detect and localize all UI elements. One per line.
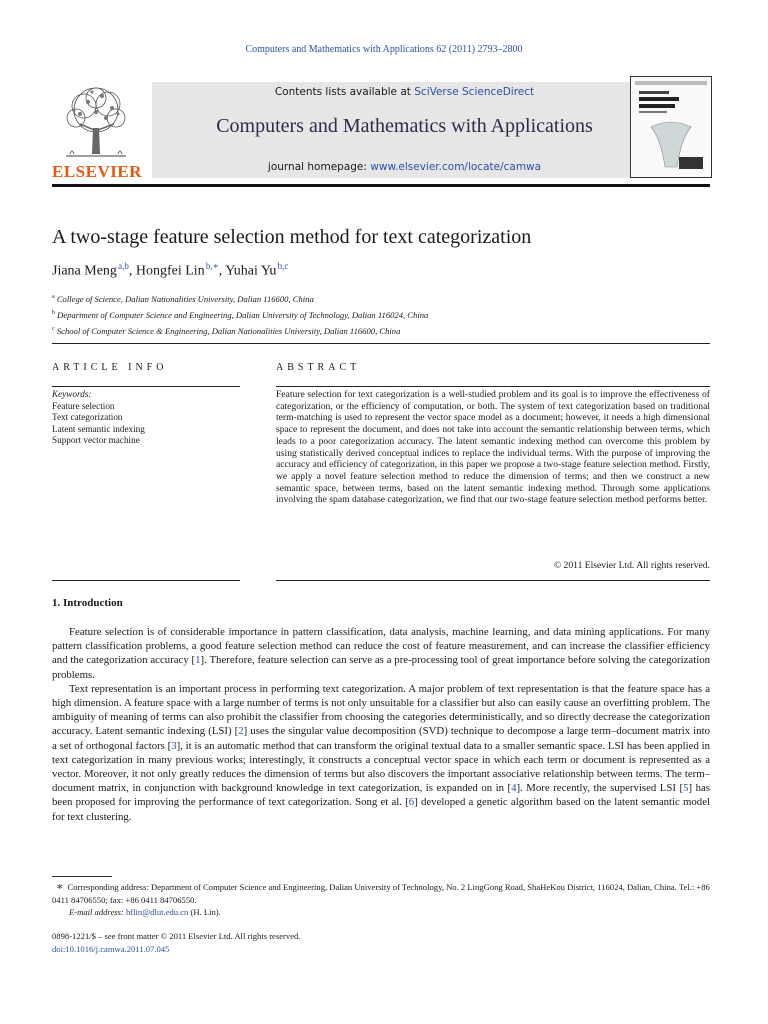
homepage-prefix: journal homepage: [267, 161, 371, 173]
cover-art-icon [631, 77, 711, 177]
article-meta [52, 930, 300, 955]
affiliation-item [52, 290, 428, 306]
footnote-email-line [52, 906, 710, 919]
affiliation-label: a [52, 294, 55, 300]
email-suffix: (H. Lin). [188, 907, 221, 918]
footnote-divider [52, 876, 112, 877]
paragraph [52, 682, 710, 824]
homepage-link[interactable]: www.elsevier.com/locate/camwa [370, 161, 542, 173]
article-title: A two-stage feature selection method for text categorization [52, 226, 532, 248]
affiliation-text: Department of Computer Science and Engineering, Dalian University of Technology, Dalian 116024, China [57, 309, 429, 320]
reference-link[interactable]: 6 [408, 796, 415, 809]
email-label: E-mail address: [69, 907, 124, 918]
journal-citation[interactable]: Computers and Mathematics with Applications 62 (2011) 2793–2800 [245, 44, 523, 55]
author-name: Jiana Meng [52, 263, 117, 279]
issn-line: 0898-1221/$ – see front matter © 2011 Elsevier Ltd. All rights reserved. [52, 931, 301, 941]
homepage-line [152, 161, 657, 173]
affiliation-label: b [52, 309, 55, 316]
keywords-label: Keywords: [52, 389, 92, 399]
author-name: Hongfei Lin [135, 263, 205, 279]
affiliation-item [52, 322, 428, 338]
author-affiliation-mark[interactable]: a,b [118, 261, 129, 271]
publisher-name: ELSEVIER [52, 162, 142, 181]
abstract-text: Feature selection for text categorization is a well-studied problem and its goal is to improve the effectiveness of categorization, or the efficiency of computation, or both. The system of text categorization based on traditional term-matching is used to represent the vector space model as a document; however, it needs a high dimensional space to represent the document, and does not take into account the semantic relationship between terms, which leads to a poor categorization accuracy. The latent semantic indexing method can overcome this problem by using statistically derived conceptual indices to replace the individual terms. With the purpose of improving the accuracy and efficiency of categorization, in this paper we propose a two-stage feature selection method. Firstly, we apply a novel feature selection method to reduce the dimension of terms; and then we construct a new semantic space, between terms, based on the latent semantic indexing method. Through some applications involving the spam database categorization, we find that our two-stage feature selection method performs better. [276, 389, 710, 506]
abstract-bottom-divider [276, 580, 710, 581]
footnote-star: ∗ [56, 881, 64, 893]
journal-banner [152, 82, 657, 178]
reference-link[interactable]: 1 [195, 654, 201, 667]
paragraph [52, 625, 710, 682]
elsevier-logo [52, 82, 140, 180]
affiliation-label: c [52, 325, 55, 332]
paragraph-text: ]. More recently, the supervised LSI [ [516, 782, 684, 795]
journal-cover-image [630, 76, 712, 178]
paragraph-text: ], it is an automatic method that can transform the original textual data to a smaller semantic space. LSI has been applied in text categorization in many previous works; interestingly, it constructs a conceptual vector space in which each term or document is represented as a vector. Moreover, it not only greatly reduces the dimension of terms but also discovers the important associative relationship between terms. The term–document matrix, in conjunction with background knowledge in text categorization, is expanded on in [ [52, 739, 710, 795]
footnote-text: Corresponding address: Department of Computer Science and Engineering, Dalian University of Technology, No. 2 LingGong Road, ShaHeKou District, 116024, Dalian, China. Tel.: +86 0411 84706550; fax: +86 0411 84706550. [52, 882, 710, 905]
reference-link[interactable]: 4 [511, 782, 517, 795]
paragraph-text: ] uses the singular value decomposition (SVD) technique to decompose a large term–document matrix into a set of orthogonal factors [ [52, 725, 710, 752]
affiliation-text: College of Science, Dalian Nationalities University, Dalian 116600, China [56, 293, 314, 304]
article-info-heading: ARTICLE INFO [52, 362, 168, 373]
paragraph-text: ] has been proposed for improving the performance of text categorization. Song et al. [ [52, 782, 710, 809]
footnote-address [52, 881, 710, 906]
keyword-item: Text categorization [52, 412, 123, 423]
journal-masthead [52, 82, 710, 182]
article-info-bottom-divider [52, 580, 240, 581]
abstract-copyright: © 2011 Elsevier Ltd. All rights reserved. [553, 560, 710, 571]
section-heading-introduction: 1. Introduction [52, 597, 123, 609]
paragraph-text: Text representation is an important process in performing text categorization. A major problem of text representation is that the feature space has a high dimension. A feature space with a large number of terms is not only unsuitable for a classifier but also can easily cause an overfitting problem. The ambiguity of meaning of terms can also prohibit the classifier from choosing the categories deterministically, and so directly decrease the categorization accuracy. Latent semantic indexing (LSI) [ [52, 682, 710, 738]
author-name: Yuhai Yu [225, 263, 277, 279]
reference-link[interactable]: 3 [171, 739, 177, 752]
contents-line [152, 86, 657, 98]
tree-icon [56, 84, 136, 162]
contents-prefix: Contents lists available at [274, 86, 415, 98]
keyword-item: Support vector machine [52, 435, 140, 446]
author-affiliation-mark[interactable]: b,∗ [205, 261, 219, 271]
affiliation-text: School of Computer Science & Engineering, Dalian Nationalities University, Dalian 116600, China [56, 325, 401, 336]
affiliation-item [52, 306, 428, 322]
paragraph-text: ]. Therefore, feature selection can serve as a pre-processing tool of great importance before solving the categorization problems. [52, 654, 710, 681]
reference-link[interactable]: 5 [683, 782, 689, 795]
email-link[interactable]: hflin@dlut.edu.cn [125, 907, 189, 918]
abstract-heading: ABSTRACT [276, 362, 361, 373]
keyword-item: Latent semantic indexing [52, 423, 145, 434]
paragraph-text: Feature selection is of considerable importance in pattern classification, data analysis, machine learning, and data mining applications. For many pattern classification problems, a good feature selection method can reduce the cost of feature measurement, and can increase the classifier efficiency and the categorization accuracy [ [52, 626, 710, 667]
paragraph-text: ] developed a genetic algorithm based on the latent semantic model for text clustering. [52, 796, 710, 823]
abstract-divider [276, 386, 710, 387]
reference-link[interactable]: 2 [238, 725, 244, 738]
masthead-divider [52, 184, 710, 187]
author-list: Jiana Meng $^{a,b}$, Hongfei Lin $^{b,∗}$, Yuhai Yu $^{b,c}$ [52, 261, 289, 279]
author-affiliation-mark[interactable]: b,c [277, 261, 289, 271]
article-info-divider [52, 386, 240, 387]
keywords-block [52, 389, 145, 447]
keyword-item: Feature selection [52, 400, 115, 411]
introduction-body [52, 625, 710, 824]
affiliation-list [52, 290, 428, 338]
sciencedirect-link[interactable]: SciVerse ScienceDirect [414, 86, 535, 98]
header-divider [52, 343, 710, 344]
doi-link[interactable]: doi:10.1016/j.camwa.2011.07.045 [52, 943, 170, 954]
journal-title: Computers and Mathematics with Applications [216, 115, 593, 137]
corresponding-author-footnote [52, 881, 710, 919]
